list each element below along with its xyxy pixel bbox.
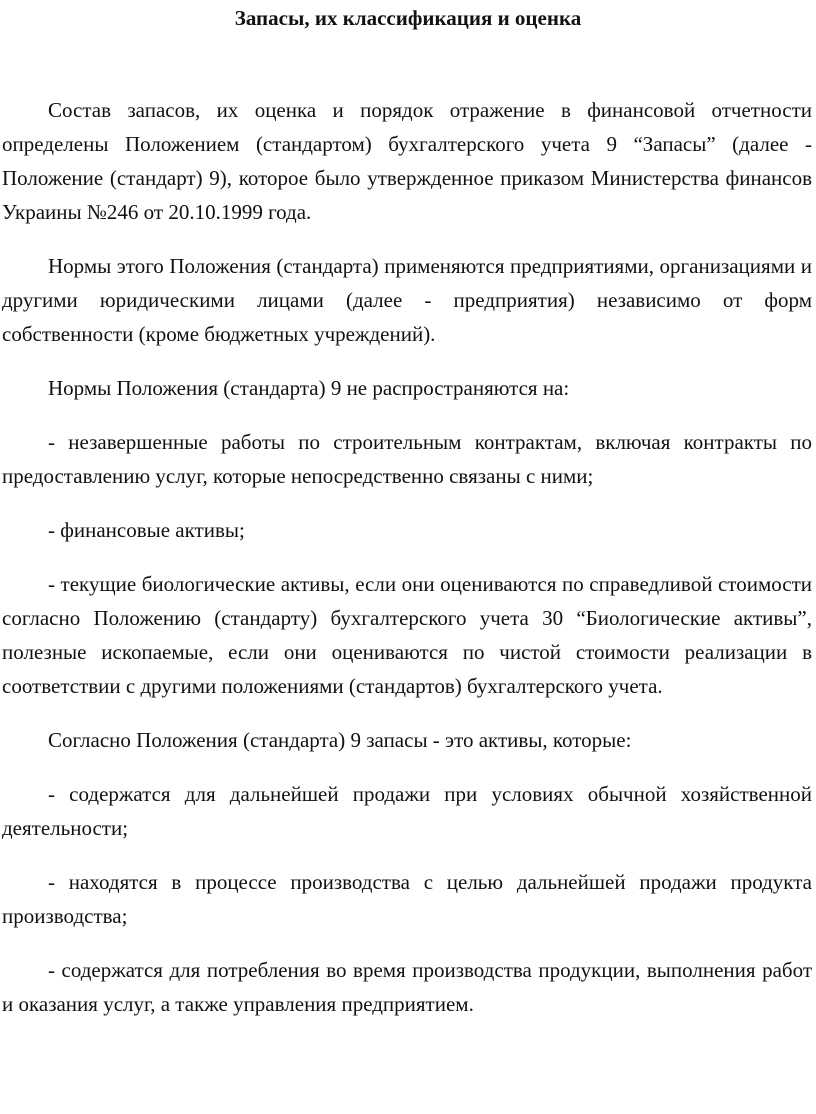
paragraph-standard-reference: Состав запасов, их оценка и порядок отражение в финансовой отчетности определены Положением (стандартом) бухгалтерского учета 9 “Запасы” (далее - Положение (стандарт) 9), которое было утвержденное приказом Министерства финансов Украины №246 от 20.10.1999 года. xyxy=(2,98,812,224)
page-title: Запасы, их классификация и оценка xyxy=(234,6,582,30)
list-item-unfinished-works: - незавершенные работы по строительным контрактам, включая контракты по предоставлению услуг, которые непосредственно связаны с ними; xyxy=(2,430,812,488)
list-item-held-for-sale: - содержатся для дальнейшей продажи при условиях обычной хозяйственной деятельности; xyxy=(2,782,812,840)
list-item-for-consumption: - содержатся для потребления во время производства продукции, выполнения работ и оказания услуг, а также управления предприятием. xyxy=(2,958,812,1016)
list-item-in-production: - находятся в процессе производства с целью дальнейшей продажи продукта производства; xyxy=(2,870,812,928)
paragraph-scope: Нормы этого Положения (стандарта) применяются предприятиями, организациями и другими юридическими лицами (далее - предприятия) независимо от форм собственности (кроме бюджетных учреждений). xyxy=(2,254,812,346)
paragraph-definition-intro: Согласно Положения (стандарта) 9 запасы - это активы, которые: xyxy=(48,728,632,752)
paragraph-exclusions-intro: Нормы Положения (стандарта) 9 не распространяются на: xyxy=(48,376,570,400)
document-body xyxy=(2,93,812,1041)
list-item-biological-assets: - текущие биологические активы, если они оцениваются по справедливой стоимости согласно Положению (стандарту) бухгалтерского учета 30 “Биологические активы”, полезные ископаемые, если они оцениваются по чистой стоимости реализации в соответствии с другими положениями (стандартов) бухгалтерского учета. xyxy=(2,572,812,698)
list-item-financial-assets: - финансовые активы; xyxy=(48,518,245,542)
